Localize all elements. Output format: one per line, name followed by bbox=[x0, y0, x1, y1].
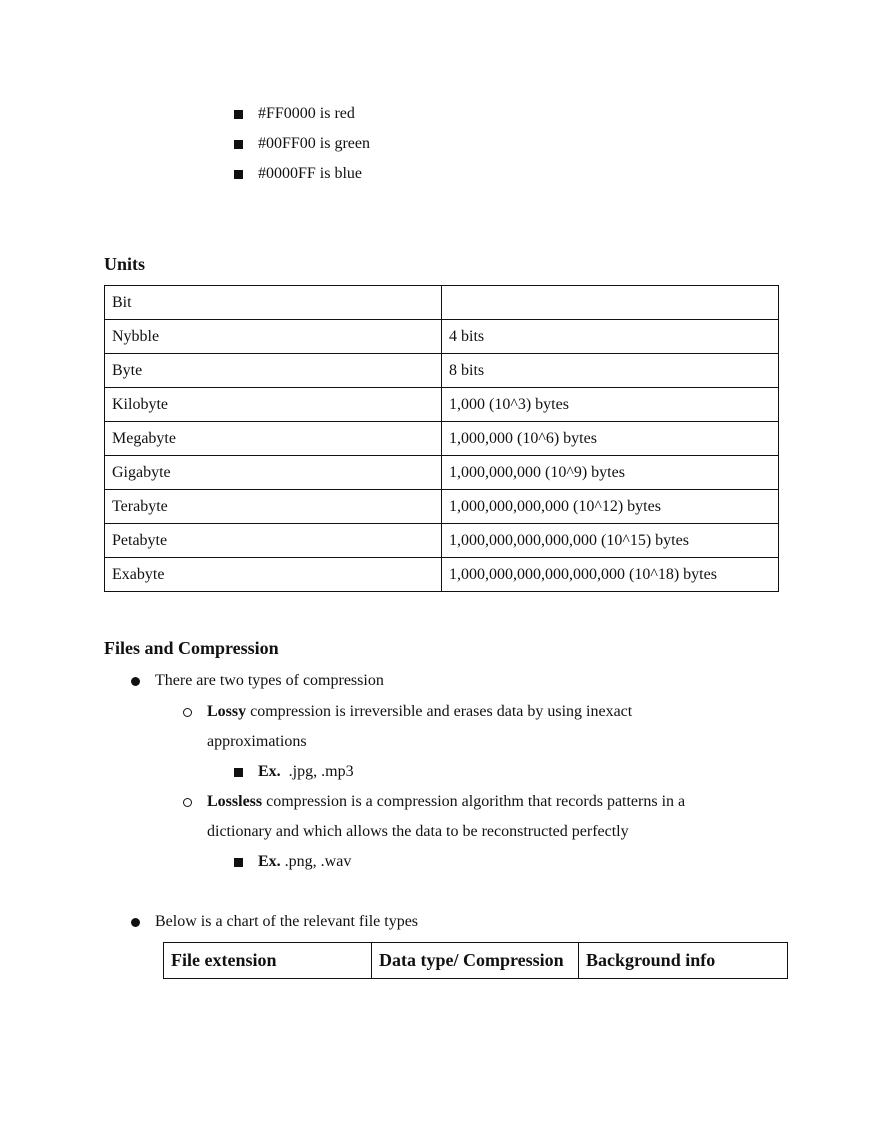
unit-value-cell bbox=[442, 286, 779, 320]
example-text: .png, .wav bbox=[280, 853, 352, 870]
column-header: File extension bbox=[164, 943, 372, 979]
table-row bbox=[105, 320, 779, 354]
unit-value-cell: 1,000,000,000 (10^9) bytes bbox=[442, 456, 779, 490]
table-row bbox=[105, 286, 779, 320]
column-header: Data type/ Compression bbox=[372, 943, 579, 979]
lossless-line2: dictionary and which allows the data to be reconstructed perfectly bbox=[207, 823, 629, 840]
example-label: Ex. bbox=[258, 853, 281, 870]
units-table bbox=[104, 285, 779, 592]
unit-name-cell: Gigabyte bbox=[105, 456, 442, 490]
unit-value-cell: 1,000 (10^3) bytes bbox=[442, 388, 779, 422]
square-bullet-icon bbox=[234, 170, 243, 179]
square-bullet-icon bbox=[234, 858, 243, 867]
table-row bbox=[105, 456, 779, 490]
unit-name-cell: Kilobyte bbox=[105, 388, 442, 422]
file-types-table bbox=[163, 942, 788, 979]
unit-name-cell: Megabyte bbox=[105, 422, 442, 456]
list-item: There are two types of compression bbox=[155, 672, 384, 689]
color-item: #0000FF is blue bbox=[258, 165, 363, 182]
square-bullet-icon bbox=[234, 110, 243, 119]
hollow-bullet-icon bbox=[183, 708, 192, 717]
unit-value-cell: 8 bits bbox=[442, 354, 779, 388]
table-row bbox=[105, 558, 779, 592]
hollow-bullet-icon bbox=[183, 798, 192, 807]
table-row bbox=[105, 422, 779, 456]
lossless-line1: compression is a compression algorithm that records patterns in a bbox=[262, 793, 686, 810]
units-heading: Units bbox=[104, 254, 146, 274]
unit-name-cell: Nybble bbox=[105, 320, 442, 354]
table-row bbox=[105, 388, 779, 422]
square-bullet-icon bbox=[234, 140, 243, 149]
color-item: #FF0000 is red bbox=[258, 105, 355, 122]
files-heading: Files and Compression bbox=[104, 638, 279, 658]
unit-value-cell: 1,000,000,000,000,000 (10^15) bytes bbox=[442, 524, 779, 558]
unit-name-cell: Bit bbox=[105, 286, 442, 320]
lossy-line2: approximations bbox=[207, 733, 307, 750]
column-header: Background info bbox=[579, 943, 788, 979]
lossless-item bbox=[207, 792, 685, 812]
unit-value-cell: 4 bits bbox=[442, 320, 779, 354]
unit-name-cell: Exabyte bbox=[105, 558, 442, 592]
color-item: #00FF00 is green bbox=[258, 135, 370, 152]
lossy-item bbox=[207, 702, 632, 722]
unit-value-cell: 1,000,000 (10^6) bytes bbox=[442, 422, 779, 456]
unit-name-cell: Petabyte bbox=[105, 524, 442, 558]
bullet-dot-icon bbox=[131, 677, 140, 686]
unit-name-cell: Terabyte bbox=[105, 490, 442, 524]
lossy-example bbox=[258, 762, 354, 782]
bullet-dot-icon bbox=[131, 918, 140, 927]
lossless-example bbox=[258, 852, 351, 872]
example-label: Ex. bbox=[258, 763, 281, 780]
lossy-term: Lossy bbox=[207, 703, 247, 720]
square-bullet-icon bbox=[234, 768, 243, 777]
table-row bbox=[105, 354, 779, 388]
lossless-term: Lossless bbox=[207, 793, 263, 810]
list-item: Below is a chart of the relevant file types bbox=[155, 913, 419, 930]
table-header-row bbox=[164, 943, 788, 979]
unit-name-cell: Byte bbox=[105, 354, 442, 388]
table-row bbox=[105, 524, 779, 558]
unit-value-cell: 1,000,000,000,000 (10^12) bytes bbox=[442, 490, 779, 524]
unit-value-cell: 1,000,000,000,000,000,000 (10^18) bytes bbox=[442, 558, 779, 592]
lossy-line1: compression is irreversible and erases data by using inexact bbox=[246, 703, 633, 720]
example-text: .jpg, .mp3 bbox=[280, 763, 354, 780]
table-row bbox=[105, 490, 779, 524]
